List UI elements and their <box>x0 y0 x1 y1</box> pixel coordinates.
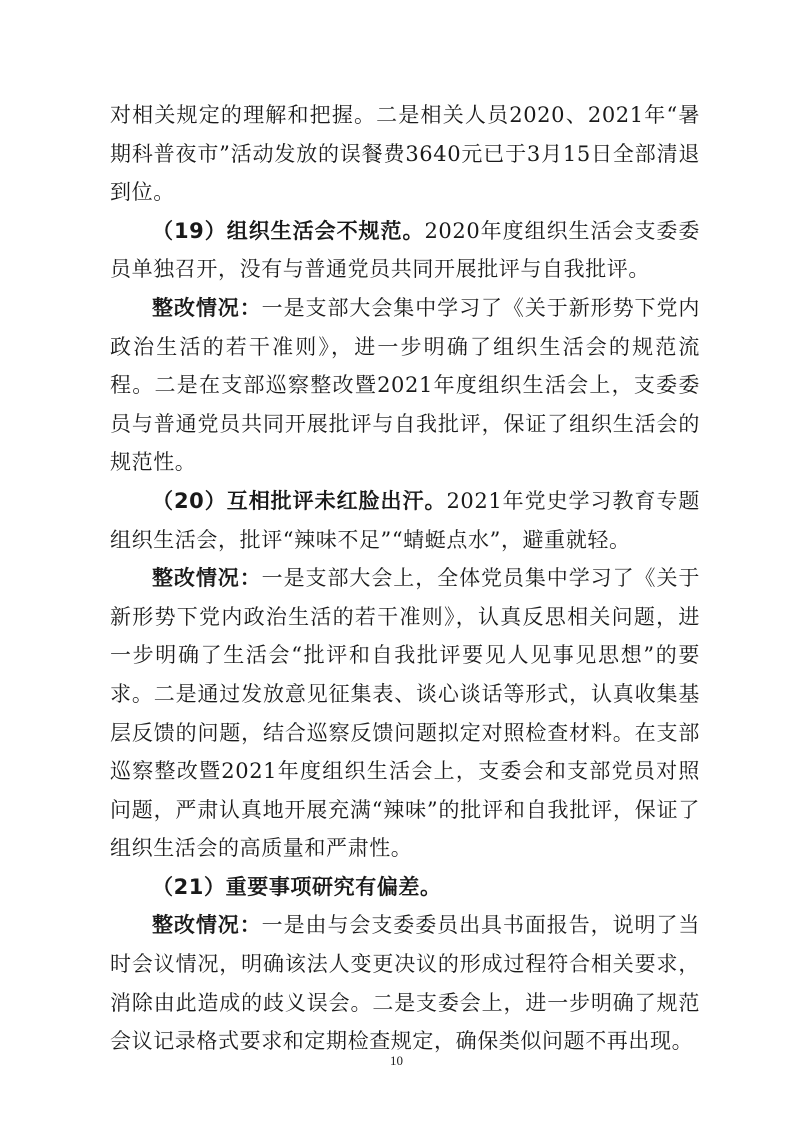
issue-19-text: 2020年度组织生活会支委委员单独召开，没有与普通党员共同开展批评与自我批评。 <box>110 218 701 282</box>
issue-20-text: 2021年党史学习教育专题组织生活会，批评“辣味不足”“蜻蜓点水”，避重就轻。 <box>110 488 701 552</box>
rectification-21-paragraph <box>110 906 700 1060</box>
paragraph-text: 对相关规定的理解和把握。二是相关人员2020、2021年“暑期科普夜市”活动发放的误餐费3640元已于3月15日全部清退到位。 <box>110 103 700 205</box>
rectification-19-paragraph <box>110 289 700 482</box>
rectification-19-heading: 整改情况： <box>152 295 262 320</box>
paragraph-continuation <box>110 96 700 212</box>
issue-20-paragraph <box>110 482 700 559</box>
rectification-21-heading: 整改情况： <box>152 913 262 938</box>
issue-20-heading: （20）互相批评未红脸出汗。 <box>152 488 447 513</box>
rectification-19-text: 一是支部大会集中学习了《关于新形势下党内政治生活的若干准则》，进一步明确了组织生活会的规范流程。二是在支部巡察整改暨2021年度组织生活会上，支委委员与普通党员共同开展批评与自我批评，保证了组织生活会的规范性。 <box>110 295 701 475</box>
page-number: 10 <box>390 1053 403 1068</box>
rectification-20-text: 一是支部大会上，全体党员集中学习了《关于新形势下党内政治生活的若干准则》，认真反思相关问题，进一步明确了生活会“批评和自我批评要见人见事见思想”的要求。二是通过发放意见征集表、谈心谈话等形式，认真收集基层反馈的问题，结合巡察反馈问题拟定对照检查材料。在支部巡察整改暨2021年度组织生活会上，支委会和支部党员对照问题，严肃认真地开展充满“辣味”的批评和自我批评，保证了组织生活会的高质量和严肃性。 <box>110 566 701 861</box>
issue-19-heading: （19）组织生活会不规范。 <box>152 218 425 243</box>
issue-21-heading: （21）重要事项研究有偏差。 <box>152 874 442 899</box>
rectification-20-paragraph <box>110 559 700 868</box>
issue-19-paragraph <box>110 212 700 289</box>
document-body <box>110 96 700 1061</box>
issue-21-paragraph <box>110 868 700 907</box>
rectification-21-text: 一是由与会支委委员出具书面报告，说明了当时会议情况，明确该法人变更决议的形成过程符合相关要求，消除由此造成的歧义误会。二是支委会上，进一步明确了规范会议记录格式要求和定期检查规定，确保类似问题不再出现。 <box>110 913 701 1054</box>
rectification-20-heading: 整改情况： <box>152 566 262 591</box>
